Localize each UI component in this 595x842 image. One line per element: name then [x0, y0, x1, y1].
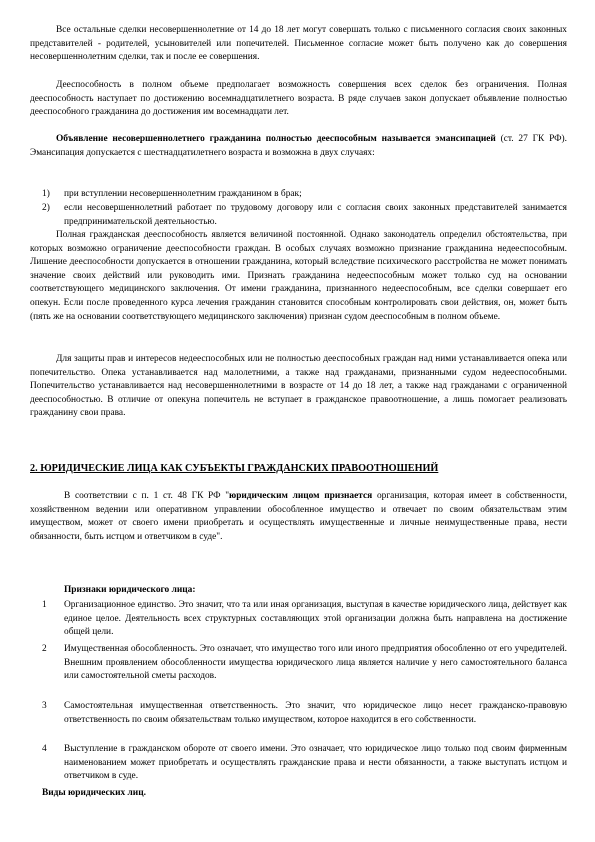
list-number: 4 — [42, 744, 47, 754]
emancipation-definition: Объявление несовершеннолетнего гражданина полностью дееспособным называется эмансипацией — [56, 134, 496, 144]
paragraph-incapacity: Полная гражданская дееспособность является величиной постоянной. Однако законодатель определил обстоятельства, при которых возможно ограничение дееспособности граждан. В особых случаях возможно признание гражданина недееспособным. Лишение дееспособности допускается в отношении гражданина, который вследствие психического расстройства не может понимать значение своих действий или руководить ими. Признать гражданина недееспособным может только суд на основании соответствующего медицинского заключения. От имени гражданина, признанного недееспособным, все сделки совершает его опекун. Если после проведенного курса лечения гражданин становится способным контролировать свои действия, он, может быть (пять же на основании соответствующего медицинского заключения) признан судом дееспособным в полном объеме. — [30, 230, 567, 322]
definition-bold: юридическим лицом признается — [229, 491, 373, 501]
section-heading: 2. ЮРИДИЧЕСКИЕ ЛИЦА КАК СУБЪЕКТЫ ГРАЖДАНСКИХ ПРАВООТНОШЕНИЙ — [30, 463, 439, 474]
list-item: Организационное единство. Это значит, что та или иная организация, выступая в качестве юридического лица, действует как единое целое. Деятельность всех структурных составляющих этой организации должна быть направлена на достижение общей цели. — [64, 600, 567, 638]
list-number: 2 — [42, 644, 47, 654]
paragraph-emancipation — [30, 133, 567, 160]
list-item: Выступление в гражданском обороте от своего имени. Это означает, что юридическое лицо только под своим фирменным наименованием может приобретать и осуществлять гражданские права и нести обязанности, а также выступать истцом и ответчиком в суде. — [64, 744, 567, 782]
definition-end: организация, которая имеет в собственности, хозяйственном ведении или оперативном управлении обособленное имущество и отвечает по своим обязательствам этим имуществом, может от своего имени приобретать и осуществлять имущественные и личные неимущественные права, нести обязанности, быть истцом и ответчиком в суде". — [30, 491, 567, 542]
list-item: Самостоятельная имущественная ответственность. Это значит, что юридическое лицо несет гражданско-правовую ответственность по своим обязательствам только имуществом, которое находится в его собственности. — [64, 701, 567, 725]
paragraph-minor-transactions: Все остальные сделки несовершеннолетние от 14 до 18 лет могут совершать только с письменного согласия своих законных представителей - родителей, усыновителей или попечителей. Письменное согласие может быть получено как до совершения несовершеннолетним сделки, так и после ее совершения. — [30, 25, 567, 63]
paragraph-guardianship: Для защиты прав и интересов недееспособных или не полностью дееспособных граждан над ними устанавливается опека или попечительство. Опека устанавливается над малолетними, а также над гражданами, признанными судом недееспособными. Попечительство устанавливается над несовершеннолетними в возрасте от 14 до 18 лет, а также над гражданами с ограниченной дееспособностью. В отличие от опекуна попечитель не вступает в гражданское правоотношение, а лишь помогает реализовать гражданину свои права. — [30, 354, 567, 419]
features-title: Признаки юридического лица: — [64, 585, 196, 595]
paragraph-full-capacity: Дееспособность в полном объеме предполагает возможность совершения всех сделок без ограничения. Полная дееспособность наступает по достижению восемнадцатилетнего возраста. В ряде случаев закон допускает объявление полностью дееспособного гражданина до достижения им восемнадцати лет. — [30, 80, 567, 118]
list-item: при вступлении несовершеннолетним гражданином в брак; — [64, 189, 302, 199]
list-number: 2) — [42, 203, 50, 213]
list-number: 1 — [42, 600, 47, 610]
list-number: 1) — [42, 189, 50, 199]
types-title: Виды юридических лиц. — [42, 788, 146, 798]
emancipation-rest: (ст. 27 ГК РФ). Эмансипация допускается с шестнадцатилетнего возраста и возможна в двух случаях: — [30, 134, 567, 158]
list-number: 3 — [42, 701, 47, 711]
list-item: если несовершеннолетний работает по трудовому договору или с согласия своих законных представителей занимается предпринимательской деятельностью. — [64, 203, 567, 227]
paragraph-legal-entity-definition — [30, 490, 567, 544]
list-item: Имущественная обособленность. Это означает, что имущество того или иного предприятия обособленно от его учредителей. Внешним проявлением обособленности имущества юридического лица является наличие у него самостоятельного баланса или самостоятельной сметы расходов. — [64, 644, 567, 682]
definition-start: В соответствии с п. 1 ст. 48 ГК РФ " — [64, 491, 230, 501]
